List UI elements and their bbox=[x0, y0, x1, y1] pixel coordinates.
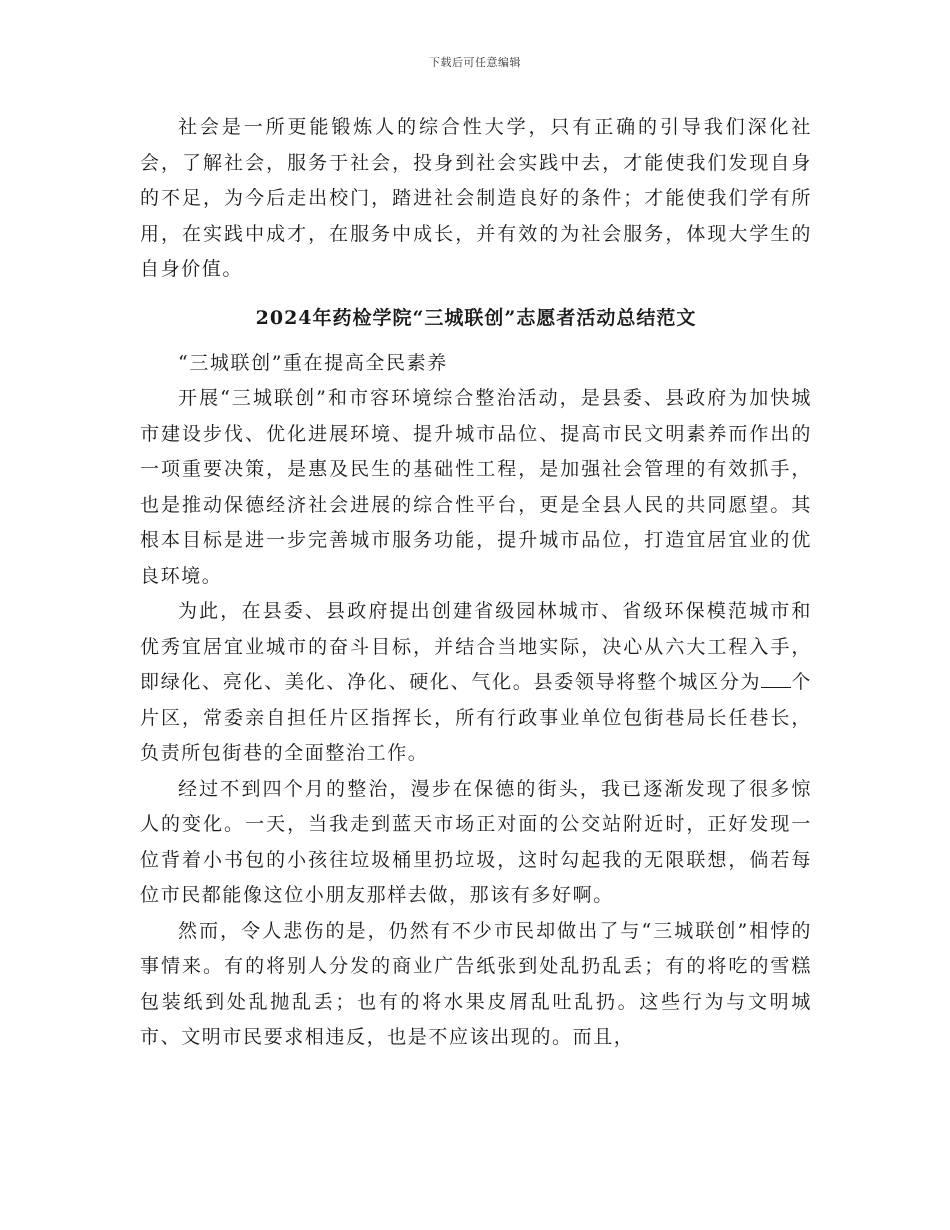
paragraph-2 bbox=[140, 594, 812, 772]
document-body bbox=[140, 110, 812, 1056]
subtitle-paragraph: “三城联创”重在提高全民素养 bbox=[178, 351, 448, 374]
fill-in-blank bbox=[761, 671, 791, 688]
page-header-note: 下载后可任意编辑 bbox=[429, 56, 521, 69]
paragraph-3: 经过不到四个月的整治，漫步在保德的街头，我已逐渐发现了很多惊人的变化。一天，当我走到蓝天市场正对面的公交站附近时，正好发现一位背着小书包的小孩往垃圾桶里扔垃圾，这时勾起我的无限联想，倘若每位市民都能像这位小朋友那样去做，那该有多好啊。 bbox=[140, 777, 812, 906]
intro-paragraph: 社会是一所更能锻炼人的综合性大学，只有正确的引导我们深化社会，了解社会，服务于社会，投身到社会实践中去，才能使我们发现自身的不足，为今后走出校门，踏进社会制造良好的条件；才能使我们学有所用，在实践中成才，在服务中成长，并有效的为社会服务，体现大学生的自身价值。 bbox=[140, 116, 812, 280]
document-title: 2024年药检学院“三城联创”志愿者活动总结范文 bbox=[255, 306, 697, 329]
paragraph-4: 然而，令人悲伤的是，仍然有不少市民却做出了与“三城联创”相悖的事情来。有的将别人分发的商业广告纸张到处乱扔乱丢；有的将吃的雪糕包装纸到处乱抛乱丢；也有的将水果皮屑乱吐乱扔。这些行为与文明城市、文明市民要求相违反，也是不应该出现的。而且， bbox=[140, 919, 812, 1048]
paragraph-2-part-2: 个片区，常委亲自担任片区指挥长，所有行政事业单位包街巷局长任巷长，负责所包街巷的全面整治工作。 bbox=[140, 671, 812, 764]
paragraph-1: 开展“三城联创”和市容环境综合整治活动，是县委、县政府为加快城市建设步伐、优化进展环境、提升城市品位、提高市民文明素养而作出的一项重要决策，是惠及民生的基础性工程，是加强社会管理的有效抓手，也是推动保德经济社会进展的综合性平台，更是全县人民的共同愿望。其根本目标是进一步完善城市服务功能，提升城市品位，打造宜居宜业的优良环境。 bbox=[140, 387, 812, 587]
paragraph-2-part-1: 为此，在县委、县政府提出创建省级园林城市、省级环保模范城市和优秀宜居宜业城市的奋斗目标，并结合当地实际，决心从六大工程入手，即绿化、亮化、美化、净化、硬化、气化。县委领导将整个城区分为 bbox=[140, 600, 812, 693]
